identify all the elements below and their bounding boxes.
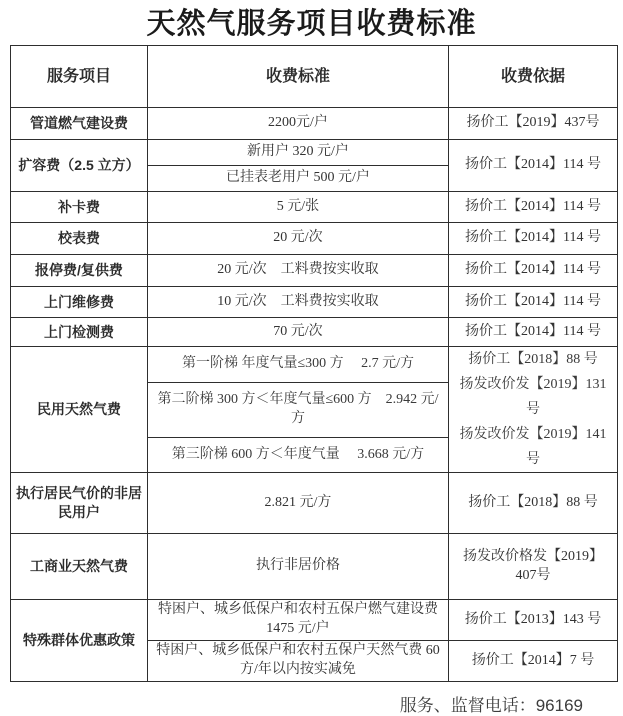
cell-name-card: 补卡费 [11, 192, 148, 223]
cell-name-commercial: 工商业天然气费 [11, 534, 148, 600]
cell-standard-pipeline: 2200元/户 [148, 108, 449, 140]
cell-standard-expansion-new: 新用户 320 元/户 [148, 140, 449, 166]
row-commercial-gas [11, 534, 618, 600]
basis-line-3: 扬发改价发【2019】141 号 [459, 427, 607, 467]
cell-standard-card: 5 元/张 [148, 192, 449, 223]
row-home-repair [11, 287, 618, 318]
cell-name-stop-resume: 报停费/复供费 [11, 255, 148, 287]
cell-standard-expansion-old: 已挂表老用户 500 元/户 [148, 166, 449, 192]
row-card-replacement [11, 192, 618, 223]
cell-standard-residential-tier3: 第三阶梯 600 方＜年度气量 3.668 元/方 [148, 437, 449, 472]
cell-basis-card: 扬价工【2014】114 号 [449, 192, 618, 223]
cell-name-residential: 民用天然气费 [11, 347, 148, 473]
cell-basis-residential [449, 347, 618, 473]
page-title: 天然气服务项目收费标准 [146, 8, 477, 40]
cell-basis-stop-resume: 扬价工【2014】114 号 [449, 255, 618, 287]
service-hotline: 服务、监督电话：96169 [399, 696, 583, 715]
basis-line-1: 扬价工【2018】88 号 [468, 352, 598, 367]
cell-standard-residential-tier2: 第二阶梯 300 方＜年度气量≤600 方 2.942 元/方 [148, 383, 449, 437]
cell-standard-non-resident: 2.821 元/方 [148, 473, 449, 534]
cell-basis-pipeline: 扬价工【2019】437号 [449, 108, 618, 140]
cell-standard-meter-check: 20 元/次 [148, 223, 449, 255]
cell-name-inspection: 上门检测费 [11, 318, 148, 347]
header-service-item: 服务项目 [11, 46, 148, 108]
cell-standard-special-2: 特困户、城乡低保户和农村五保户天然气费 60 方/年以内按实减免 [148, 641, 449, 682]
cell-basis-non-resident: 扬价工【2018】88 号 [449, 473, 618, 534]
cell-basis-meter-check: 扬价工【2014】114 号 [449, 223, 618, 255]
cell-standard-residential-tier1: 第一阶梯 年度气量≤300 方 2.7 元/方 [148, 347, 449, 383]
cell-standard-special-1: 特困户、城乡低保户和农村五保户燃气建设费 1475 元/户 [148, 600, 449, 641]
cell-name-meter-check: 校表费 [11, 223, 148, 255]
cell-basis-expansion: 扬价工【2014】114 号 [449, 140, 618, 192]
row-meter-check [11, 223, 618, 255]
cell-name-non-resident: 执行居民气价的非居民用户 [11, 473, 148, 534]
cell-name-special: 特殊群体优惠政策 [11, 600, 148, 682]
header-fee-basis: 收费依据 [449, 46, 618, 108]
row-stop-resume [11, 255, 618, 287]
cell-name-repair: 上门维修费 [11, 287, 148, 318]
row-expansion-new [11, 140, 618, 166]
cell-basis-special-1: 扬价工【2013】143 号 [449, 600, 618, 641]
row-pipeline-construction [11, 108, 618, 140]
basis-line-2: 扬发改价发【2019】131 号 [459, 377, 607, 417]
header-fee-standard: 收费标准 [148, 46, 449, 108]
cell-name-expansion: 扩容费（2.5 立方） [11, 140, 148, 192]
cell-standard-repair: 10 元/次 工料费按实收取 [148, 287, 449, 318]
row-home-inspection [11, 318, 618, 347]
cell-name-pipeline: 管道燃气建设费 [11, 108, 148, 140]
cell-basis-special-2: 扬价工【2014】7 号 [449, 641, 618, 682]
row-special-groups-1 [11, 600, 618, 641]
table-header-row [11, 46, 618, 108]
fee-table [10, 45, 618, 682]
cell-standard-inspection: 70 元/次 [148, 318, 449, 347]
cell-basis-inspection: 扬价工【2014】114 号 [449, 318, 618, 347]
cell-basis-commercial: 扬发改价格发【2019】407号 [449, 534, 618, 600]
cell-standard-stop-resume: 20 元/次 工料费按实收取 [148, 255, 449, 287]
cell-standard-commercial: 执行非居价格 [148, 534, 449, 600]
row-non-resident-priced [11, 473, 618, 534]
cell-basis-repair: 扬价工【2014】114 号 [449, 287, 618, 318]
row-residential-tier1 [11, 347, 618, 383]
